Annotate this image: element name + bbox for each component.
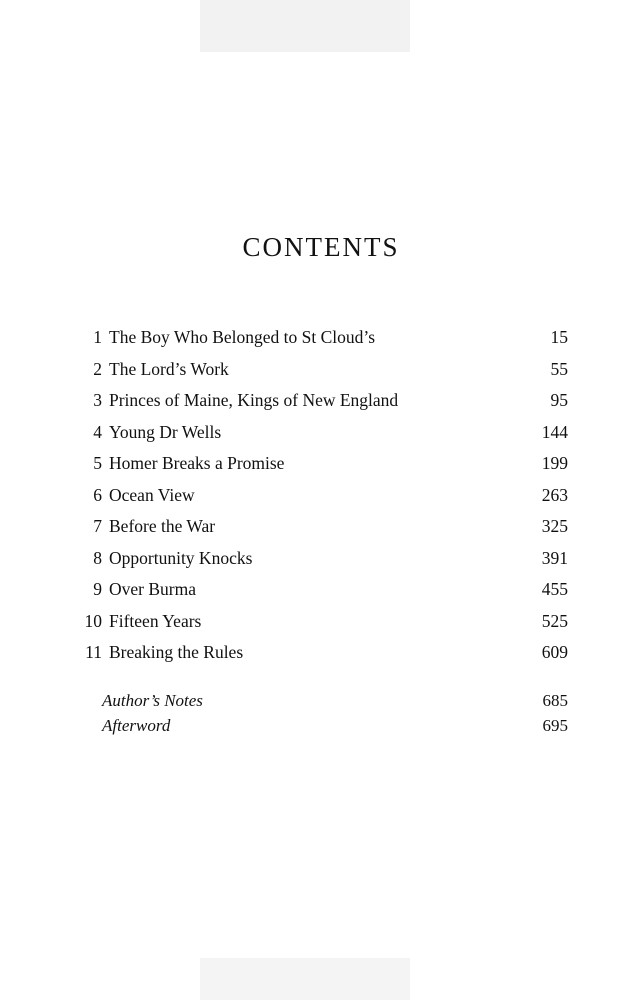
toc-entry-title: Ocean View xyxy=(109,484,195,505)
toc-entry-number: 4 xyxy=(93,421,102,442)
table-of-contents xyxy=(68,322,568,669)
toc-entry-page: 144 xyxy=(541,421,568,442)
backmatter-entry-page: 685 xyxy=(542,691,568,710)
toc-entry-page: 455 xyxy=(541,579,568,599)
toc-entry-page: 95 xyxy=(550,390,568,410)
scan-edge-top xyxy=(200,0,410,52)
toc-entry-title: Before the War xyxy=(109,516,216,536)
toc-entry-number: 9 xyxy=(93,579,102,599)
toc-entry-title: Breaking the Rules xyxy=(109,642,244,662)
toc-entry-title: The Lord’s Work xyxy=(109,358,229,379)
backmatter-list xyxy=(68,688,568,738)
toc-entry-title: Princes of Maine, Kings of New England xyxy=(109,390,399,410)
toc-entry-page: 391 xyxy=(541,547,568,568)
toc-entry xyxy=(68,354,568,386)
toc-entry-page: 15 xyxy=(550,327,568,347)
toc-entry xyxy=(68,543,568,575)
toc-entry-number: 6 xyxy=(93,484,102,505)
toc-entry-number: 7 xyxy=(93,516,102,536)
toc-entry-title: Homer Breaks a Promise xyxy=(109,453,285,473)
toc-entry-number: 8 xyxy=(93,547,102,568)
toc-entry-page: 325 xyxy=(541,516,568,536)
toc-entry xyxy=(68,574,568,606)
toc-entry-number: 1 xyxy=(93,327,102,347)
toc-entry-number: 2 xyxy=(93,358,102,379)
toc-entry xyxy=(68,417,568,449)
scan-edge-bottom xyxy=(200,958,410,1000)
toc-entry-number: 10 xyxy=(84,610,102,631)
toc-entry xyxy=(68,385,568,417)
toc-entry xyxy=(68,511,568,543)
backmatter-entry-title: Afterword xyxy=(102,716,171,735)
toc-entry-title: The Boy Who Belonged to St Cloud’s xyxy=(109,327,376,347)
toc-entry-number: 3 xyxy=(93,390,102,410)
toc-entry xyxy=(68,322,568,354)
toc-entry xyxy=(68,606,568,638)
toc-entry-page: 525 xyxy=(541,610,568,631)
toc-entry xyxy=(68,448,568,480)
toc-entry-page: 55 xyxy=(550,358,568,379)
toc-entry-title: Young Dr Wells xyxy=(109,421,222,442)
backmatter-entry xyxy=(68,713,568,738)
toc-entry-title: Over Burma xyxy=(109,579,196,599)
toc-entry-title: Fifteen Years xyxy=(109,610,202,631)
backmatter-entry xyxy=(68,688,568,713)
toc-entry-title: Opportunity Knocks xyxy=(109,547,253,568)
backmatter-entry-title: Author’s Notes xyxy=(102,691,203,710)
toc-entry-page: 263 xyxy=(541,484,568,505)
toc-entry xyxy=(68,480,568,512)
page-title: CONTENTS xyxy=(242,232,400,262)
backmatter-entry-page: 695 xyxy=(542,716,568,735)
toc-entry-page: 199 xyxy=(541,453,568,473)
toc-entry-page: 609 xyxy=(541,642,568,662)
toc-entry xyxy=(68,637,568,669)
toc-entry-number: 11 xyxy=(85,642,102,662)
toc-entry-number: 5 xyxy=(93,453,102,473)
